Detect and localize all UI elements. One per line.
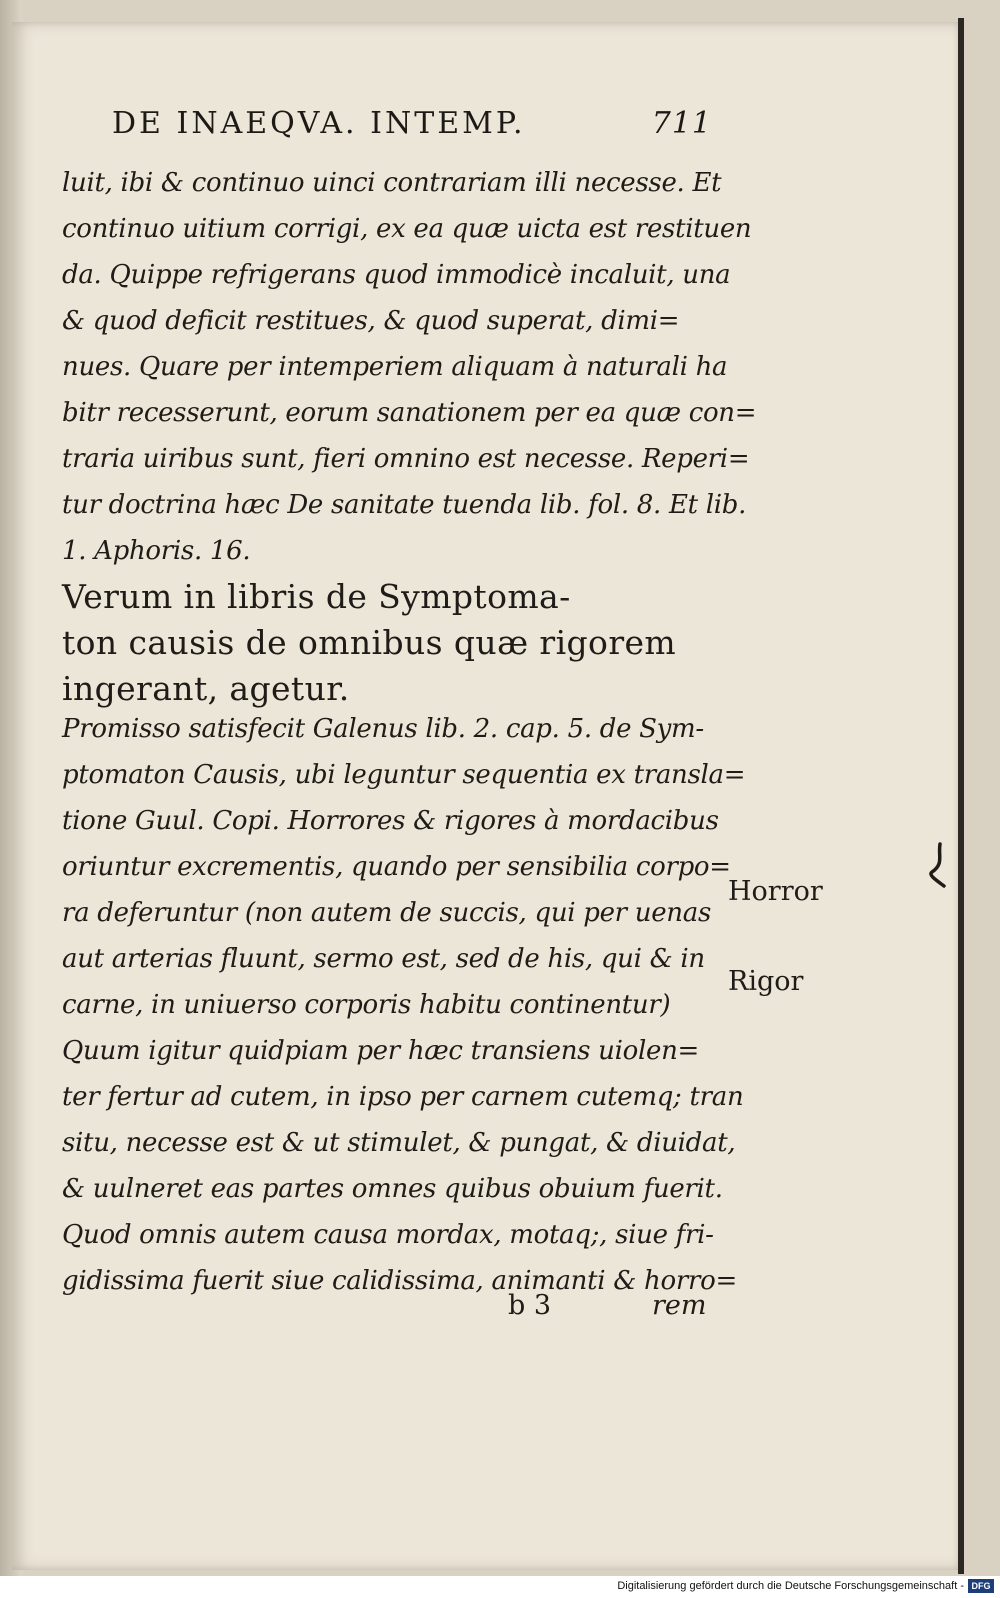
text-line: situ, necesse est & ut stimulet, & pungat, & diuidat, [62,1128,736,1158]
text-line: ptomaton Causis, ubi leguntur sequentia ex transla= [62,760,746,790]
text-line: 1. Aphoris. 16. [62,536,251,566]
text-line: aut arterias fluunt, sermo est, sed de his, qui & in [62,944,705,974]
text-line: gidissima fuerit siue calidissima, animanti & horro= [62,1266,737,1296]
folio-number: 711 [651,106,712,141]
text-line: & quod deficit restitues, & quod superat, dimi= [62,306,680,336]
ink-bracket-mark [922,842,952,892]
text-line: nues. Quare per intemperiem aliquam à naturali ha [62,352,728,382]
text-line: & uulneret eas partes omnes quibus obuium fuerit. [62,1174,723,1204]
digitization-credit: Digitalisierung gefördert durch die Deutsche Forschungsgemeinschaft - [617,1580,964,1592]
section-heading-line: ton causis de omnibus quæ rigorem [62,623,677,662]
running-head-title: DE INAEQVA. INTEMP. [112,106,526,141]
catchword: rem [652,1290,707,1321]
marginal-note-horror: Horror [728,876,823,907]
dfg-logo: DFG [968,1579,994,1593]
text-line: Promisso satisfecit Galenus lib. 2. cap. 5. de Sym- [62,714,704,744]
text-line: oriuntur excrementis, quando per sensibilia corpo= [62,852,731,882]
signature-mark: b 3 [508,1290,552,1321]
running-head [112,106,712,154]
text-line: luit, ibi & continuo uinci contrariam illi necesse. Et [62,168,722,198]
text-line: tione Guul. Copi. Horrores & rigores à mordacibus [62,806,719,836]
text-line: carne, in uniuerso corporis habitu continentur) [62,990,671,1020]
section-heading-line: Verum in libris de Symptoma- [62,577,571,616]
marginal-note-rigor: Rigor [728,966,804,997]
text-line: continuo uitium corrigi, ex ea quæ uicta est restituen [62,214,752,244]
text-line: ra deferuntur (non autem de succis, qui per uenas [62,898,711,928]
text-line: tur doctrina hæc De sanitate tuenda lib. fol. 8. Et lib. [62,490,747,520]
page-edge-right [958,18,964,1574]
text-line: Quod omnis autem causa mordax, motaq;, siue fri- [62,1220,714,1250]
section-heading-line: ingerant, agetur. [62,669,350,708]
text-line: traria uiribus sunt, fieri omnino est necesse. Reperi= [62,444,750,474]
text-line: Quum igitur quidpiam per hæc transiens uiolen= [62,1036,700,1066]
text-line: da. Quippe refrigerans quod immodicè incaluit, una [62,260,731,290]
text-line: bitr recesserunt, eorum sanationem per ea quæ con= [62,398,757,428]
text-line: ter fertur ad cutem, in ipso per carnem cutemq; tran [62,1082,744,1112]
